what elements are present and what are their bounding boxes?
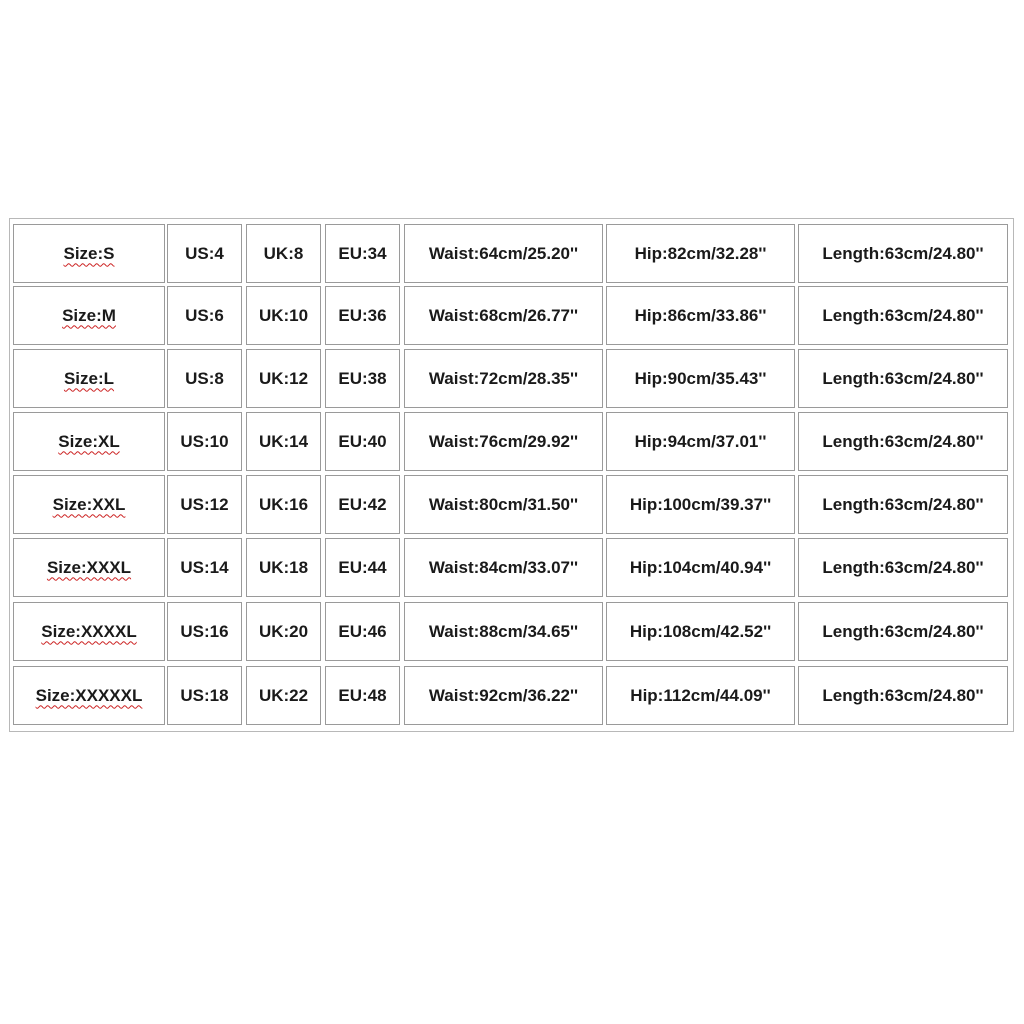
size-cell	[13, 602, 165, 661]
waist-cell-text: Waist:92cm/36.22''	[428, 685, 579, 705]
uk-cell-text: UK:8	[263, 243, 304, 263]
us-cell-text: US:8	[185, 368, 224, 388]
size-cell	[13, 666, 165, 725]
uk-cell-text: UK:10	[258, 305, 309, 325]
eu-cell	[325, 224, 400, 283]
waist-cell	[404, 666, 603, 725]
waist-cell-text: Waist:76cm/29.92''	[428, 431, 579, 451]
waist-cell-text: Waist:84cm/33.07''	[428, 557, 579, 577]
us-cell	[167, 286, 242, 345]
waist-cell-text: Waist:80cm/31.50''	[428, 494, 579, 514]
eu-cell	[325, 412, 400, 471]
uk-cell	[246, 412, 321, 471]
eu-cell	[325, 602, 400, 661]
length-cell-text: Length:63cm/24.80''	[822, 305, 984, 325]
table-row	[10, 475, 1013, 534]
us-cell-text: US:4	[185, 243, 224, 263]
uk-cell	[246, 538, 321, 597]
length-cell	[798, 602, 1008, 661]
length-cell-text: Length:63cm/24.80''	[822, 557, 984, 577]
uk-cell	[246, 602, 321, 661]
length-cell-text: Length:63cm/24.80''	[822, 368, 984, 388]
size-cell-text: Size:L	[63, 368, 115, 388]
waist-cell	[404, 412, 603, 471]
eu-cell-text: EU:36	[338, 305, 387, 325]
hip-cell	[606, 475, 795, 534]
length-cell-text: Length:63cm/24.80''	[822, 685, 984, 705]
eu-cell-text: EU:46	[338, 621, 387, 641]
hip-cell-text: Hip:104cm/40.94''	[629, 557, 772, 577]
table-row	[10, 224, 1013, 283]
waist-cell-text: Waist:68cm/26.77''	[428, 305, 579, 325]
size-cell	[13, 538, 165, 597]
us-cell-text: US:16	[180, 621, 229, 641]
eu-cell-text: EU:44	[338, 557, 387, 577]
length-cell-text: Length:63cm/24.80''	[822, 431, 984, 451]
size-cell-text: Size:M	[62, 305, 116, 325]
eu-cell-text: EU:40	[338, 431, 387, 451]
us-cell-text: US:6	[185, 305, 224, 325]
size-cell-text: Size:S	[63, 243, 115, 263]
hip-cell-text: Hip:86cm/33.86''	[634, 305, 767, 325]
hip-cell	[606, 412, 795, 471]
us-cell-text: US:12	[180, 494, 229, 514]
uk-cell	[246, 666, 321, 725]
length-cell	[798, 666, 1008, 725]
table-row	[10, 602, 1013, 661]
length-cell	[798, 224, 1008, 283]
hip-cell-text: Hip:100cm/39.37''	[629, 494, 772, 514]
waist-cell	[404, 349, 603, 408]
hip-cell	[606, 666, 795, 725]
eu-cell-text: EU:38	[338, 368, 387, 388]
uk-cell-text: UK:22	[258, 685, 309, 705]
hip-cell	[606, 538, 795, 597]
hip-cell	[606, 349, 795, 408]
us-cell	[167, 349, 242, 408]
hip-cell	[606, 602, 795, 661]
length-cell-text: Length:63cm/24.80''	[822, 494, 984, 514]
size-cell-text: Size:XXXXL	[41, 621, 137, 641]
length-cell	[798, 286, 1008, 345]
length-cell	[798, 538, 1008, 597]
table-row	[10, 412, 1013, 471]
hip-cell	[606, 286, 795, 345]
waist-cell	[404, 602, 603, 661]
us-cell-text: US:10	[180, 431, 229, 451]
us-cell	[167, 412, 242, 471]
waist-cell	[404, 538, 603, 597]
size-cell	[13, 286, 165, 345]
length-cell-text: Length:63cm/24.80''	[822, 243, 984, 263]
waist-cell	[404, 475, 603, 534]
size-cell	[13, 224, 165, 283]
uk-cell-text: UK:12	[258, 368, 309, 388]
waist-cell-text: Waist:88cm/34.65''	[428, 621, 579, 641]
uk-cell	[246, 286, 321, 345]
us-cell-text: US:18	[180, 685, 229, 705]
eu-cell	[325, 666, 400, 725]
size-cell	[13, 412, 165, 471]
eu-cell	[325, 475, 400, 534]
eu-cell-text: EU:42	[338, 494, 387, 514]
table-row	[10, 666, 1013, 725]
table-row	[10, 538, 1013, 597]
size-cell-text: Size:XL	[58, 431, 120, 451]
us-cell-text: US:14	[180, 557, 229, 577]
length-cell	[798, 349, 1008, 408]
hip-cell-text: Hip:94cm/37.01''	[634, 431, 767, 451]
uk-cell	[246, 475, 321, 534]
us-cell	[167, 666, 242, 725]
waist-cell	[404, 224, 603, 283]
us-cell	[167, 538, 242, 597]
size-cell-text: Size:XXL	[52, 494, 126, 514]
uk-cell-text: UK:14	[258, 431, 309, 451]
hip-cell-text: Hip:108cm/42.52''	[629, 621, 772, 641]
uk-cell-text: UK:20	[258, 621, 309, 641]
table-row	[10, 349, 1013, 408]
hip-cell	[606, 224, 795, 283]
uk-cell-text: UK:16	[258, 494, 309, 514]
eu-cell	[325, 538, 400, 597]
waist-cell-text: Waist:72cm/28.35''	[428, 368, 579, 388]
size-cell	[13, 475, 165, 534]
us-cell	[167, 475, 242, 534]
us-cell	[167, 224, 242, 283]
eu-cell	[325, 349, 400, 408]
size-cell-text: Size:XXXL	[46, 557, 132, 577]
uk-cell-text: UK:18	[258, 557, 309, 577]
length-cell	[798, 475, 1008, 534]
hip-cell-text: Hip:82cm/32.28''	[634, 243, 767, 263]
waist-cell	[404, 286, 603, 345]
eu-cell	[325, 286, 400, 345]
length-cell-text: Length:63cm/24.80''	[822, 621, 984, 641]
eu-cell-text: EU:34	[338, 243, 387, 263]
hip-cell-text: Hip:90cm/35.43''	[634, 368, 767, 388]
hip-cell-text: Hip:112cm/44.09''	[630, 685, 771, 705]
length-cell	[798, 412, 1008, 471]
size-chart-table	[9, 218, 1014, 732]
size-cell-text: Size:XXXXXL	[35, 685, 143, 705]
us-cell	[167, 602, 242, 661]
uk-cell	[246, 224, 321, 283]
size-cell	[13, 349, 165, 408]
table-row	[10, 286, 1013, 345]
waist-cell-text: Waist:64cm/25.20''	[428, 243, 579, 263]
eu-cell-text: EU:48	[338, 685, 387, 705]
uk-cell	[246, 349, 321, 408]
